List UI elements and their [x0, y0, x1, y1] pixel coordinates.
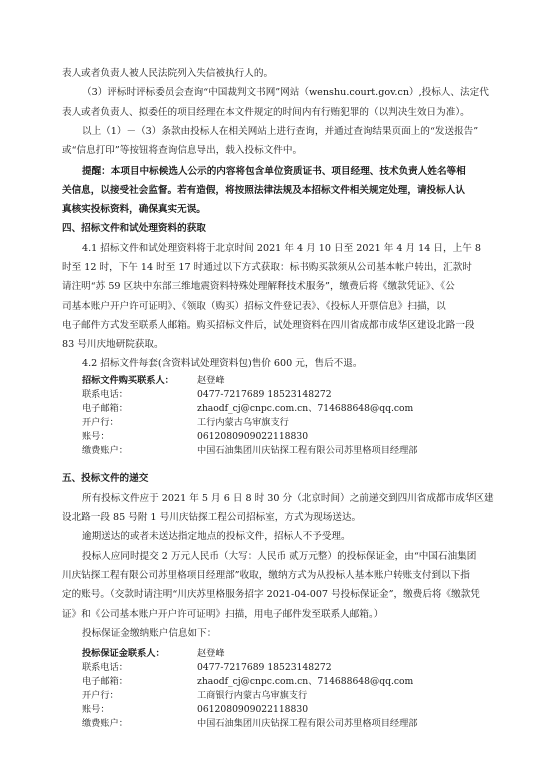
- deposit-email-value: zhaodf_cj@cnpc.com.cn、714688648@qq.com: [197, 676, 414, 687]
- paragraph-line: 证》和《公司基本账户开户许可证明》扫描，用电子邮件发至联系人邮箱。）: [62, 609, 384, 620]
- paragraph-line: 表人或者负责人、拟委任的项目经理在本文件规定的时间内有行贿犯罪的（以判决生效日为准）。: [62, 107, 470, 118]
- purchase-contact-value: 赵登峰: [197, 375, 225, 386]
- deposit-phone-label: 联系电话：: [82, 662, 128, 673]
- paragraph-line: 所有投标文件应于 2021 年 5 月 6 日 8 时 30 分（北京时间）之前递交到四川省成都市成华区建: [82, 493, 494, 504]
- deposit-email-label: 电子邮箱：: [82, 676, 128, 687]
- deposit-payee-value: 中国石油集团川庆钻探工程有限公司苏里格项目经理部: [197, 718, 418, 729]
- paragraph-line: 4.1 招标文件和试处理资料将于北京时间 2021 年 4 月 10 日至 2021 年 4 月 14 日，上午 8: [82, 243, 481, 254]
- purchase-phone-value: 0477-7217689 18523148272: [197, 389, 332, 400]
- section-heading-4: 四、招标文件和试处理资料的获取: [62, 223, 206, 234]
- purchase-email-label: 电子邮箱：: [82, 403, 128, 414]
- paragraph-line: 时至 12 时，下午 14 时至 17 时通过以下方式获取：标书购买款须从公司基本帐户转出，汇款时: [62, 262, 472, 273]
- purchase-email-value: zhaodf_cj@cnpc.com.cn、714688648@qq.com: [197, 403, 414, 414]
- purchase-phone-label: 联系电话：: [82, 389, 128, 400]
- paragraph-line: 83 号川庆地研院获取。: [62, 339, 164, 350]
- paragraph-line: 投标人应同时提交 2 万元人民币（大写：人民币 贰万元整）的投标保证金，由“中国石油集团: [82, 551, 477, 562]
- paragraph-line: 投标保证金缴纳账户信息如下：: [82, 628, 217, 639]
- deposit-contact-label: 投标保证金联系人：: [82, 648, 165, 659]
- paragraph-line: 川庆钻探工程有限公司苏里格项目经理部”收取，缴纳方式为从投标人基本账户转账支付到以下指: [62, 570, 470, 581]
- paragraph-line: 以上（1）－（3）条款由投标人在相关网站上进行查询，并通过查询结果页面上的“发送报告”: [82, 126, 479, 137]
- paragraph-line: 表人或者负责人被人民法院列入失信被执行人的。: [62, 68, 274, 79]
- purchase-contact-label: 招标文件购买联系人：: [82, 375, 174, 386]
- reminder-line: 提醒：本项目中标候选人公示的内容将包含单位资质证书、项目经理、技术负责人姓名等相: [82, 166, 466, 177]
- paragraph-line: 设北路一段 85 号附 1 号川庆钻探工程公司招标室，方式为现场送达。: [62, 512, 362, 523]
- section-heading-5: 五、投标文件的递交: [62, 473, 149, 484]
- reminder-line: 真核实投标资料，确保真实无误。: [62, 204, 206, 215]
- paragraph-line: 请注明“苏 59 区块中东部三维地震资料特殊处理解释技术服务”，缴费后将《缴款凭证》、《公: [62, 281, 455, 292]
- paragraph-line: 或“信息打印”等按钮将查询信息导出，载入投标文件中。: [62, 145, 303, 156]
- deposit-bank-value: 工商银行内蒙古乌审旗支行: [197, 690, 308, 701]
- paragraph-line: 定的账号。（交款时请注明“川庆苏里格服务招字 2021-04-007 号投标保证金”，缴费后将《缴款凭: [62, 589, 480, 600]
- paragraph-line: （3）评标时评标委员会查询“中国裁判文书网”网站（wenshu.court.gov.cn）,投标人、法定代: [82, 87, 489, 98]
- purchase-payee-value: 中国石油集团川庆钻探工程有限公司苏里格项目经理部: [197, 445, 418, 456]
- purchase-bank-value: 工行内蒙古乌审旗支行: [197, 417, 289, 428]
- purchase-account-no-label: 账号：: [82, 431, 110, 442]
- purchase-account-no-value: 0612080909022118830: [197, 431, 309, 442]
- deposit-bank-label: 开户行：: [82, 690, 119, 701]
- deposit-account-no-value: 0612080909022118830: [197, 704, 309, 715]
- paragraph-line: 电子邮件方式发至联系人邮箱。购买招标文件后，试处理资料在四川省成都市成华区建设北路一段: [62, 320, 475, 331]
- deposit-contact-value: 赵登峰: [197, 648, 225, 659]
- purchase-payee-label: 缴费账户：: [82, 445, 128, 456]
- paragraph-line: 司基本账户开户许可证明》、《领取（购买）招标文件登记表》、《投标人开票信息》扫描，以: [62, 301, 446, 312]
- reminder-line: 关信息，以接受社会监督。若有造假，将按照法律法规及本招标文件相关规定处理，请投标人认: [62, 185, 465, 196]
- deposit-account-no-label: 账号：: [82, 704, 110, 715]
- deposit-payee-label: 缴费账户：: [82, 718, 128, 729]
- paragraph-line: 逾期送达的或者未送达指定地点的投标文件，招标人不予受理。: [82, 531, 351, 542]
- deposit-phone-value: 0477-7217689 18523148272: [197, 662, 332, 673]
- paragraph-line: 4.2 招标文件每套(含资料试处理资料包)售价 600 元，售后不退。: [82, 358, 363, 369]
- purchase-bank-label: 开户行：: [82, 417, 119, 428]
